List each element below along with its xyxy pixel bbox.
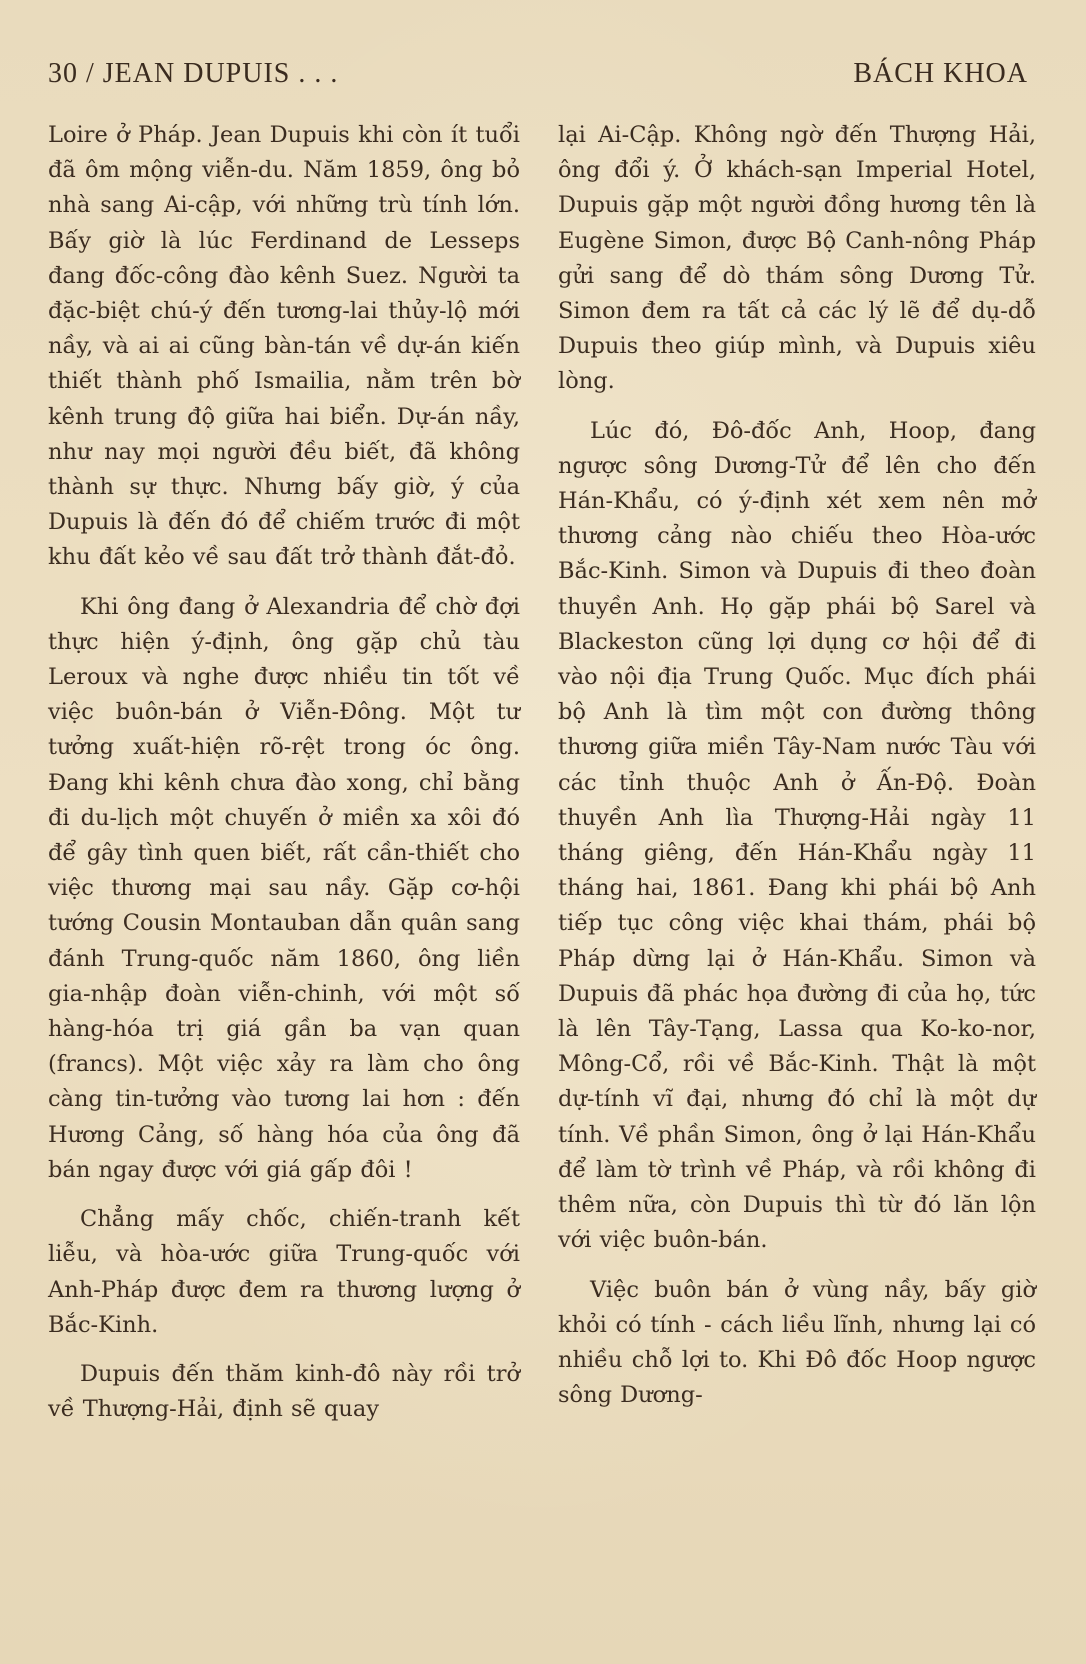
paragraph: Loire ở Pháp. Jean Dupuis khi còn ít tuổi đã ôm mộng viễn-du. Năm 1859, ông bỏ nhà sang Ai-cập, với những trù tính lớn. Bấy giờ là lúc Ferdinand de Lesseps đang đốc-công đào kênh Suez. Người ta đặc-biệt chú-ý đến tương-lai thủy-lộ mới nầy, và ai ai cũng bàn-tán về dự-án kiến thiết thành phố Ismailia, nằm trên bờ kênh trung độ giữa hai biển. Dự-án nầy, như nay mọi người đều biết, đã không thành sự thực. Nhưng bấy giờ, ý của Dupuis là đến đó để chiếm trước đi một khu đất kẻo về sau đất trở thành đắt-đỏ.: [48, 122, 520, 571]
paragraph: Lúc đó, Đô-đốc Anh, Hoop, đang ngược sông Dương-Tử để lên cho đến Hán-Khẩu, có ý-định xét xem nên mở thương cảng nào chiếu theo Hòa-ước Bắc-Kinh. Simon và Dupuis đi theo đoàn thuyền Anh. Họ gặp phái bộ Sarel và Blackeston cũng lợi dụng cơ hội để đi vào nội địa Trung Quốc. Mục đích phái bộ Anh là tìm một con đường thông thương giữa miền Tây-Nam nước Tàu với các tỉnh thuộc Anh ở Ấn-Độ. Đoàn thuyền Anh lìa Thượng-Hải ngày 11 tháng giêng, đến Hán-Khẩu ngày 11 tháng hai, 1861. Đang khi phái bộ Anh tiếp tục công việc khai thám, phái bộ Pháp dừng lại ở Hán-Khẩu. Simon và Dupuis đã phác họa đường đi của họ, tức là lên Tây-Tạng, Lassa qua Ko-ko-nor, Mông-Cổ, rồi về Bắc-Kinh. Thật là một dự-tính vĩ đại, nhưng đó chỉ là một dự tính. Về phần Simon, ông ở lại Hán-Khẩu để làm tờ trình về Pháp, và rồi không đi thêm nữa, còn Dupuis thì từ đó lăn lộn với việc buôn-bán.: [558, 417, 1036, 1254]
paragraph: Khi ông đang ở Alexandria để chờ đợi thực hiện ý-định, ông gặp chủ tàu Leroux và nghe được nhiều tin tốt về việc buôn-bán ở Viễn-Đông. Một tư tưởng xuất-hiện rõ-rệt trong óc ông. Đang khi kênh chưa đào xong, chỉ bằng đi du-lịch một chuyến ở miền xa xôi đó để gây tình quen biết, rất cần-thiết cho việc thương mại sau nầy. Gặp cơ-hội tướng Cousin Montauban dẫn quân sang đánh Trung-quốc năm 1860, ông liền gia-nhập đoàn viễn-chinh, với một số hàng-hóa trị giá gần ba vạn quan (francs). Một việc xảy ra làm cho ông càng tin-tưởng vào tương lai hơn : đến Hương Cảng, số hàng hóa của ông đã bán ngay được với giá gấp đôi !: [48, 593, 520, 1183]
paragraph: Chẳng mấy chốc, chiến-tranh kết liễu, và hòa-ước giữa Trung-quốc với Anh-Pháp được đem ra thương lượng ở Bắc-Kinh.: [48, 1206, 520, 1338]
paragraph: Việc buôn bán ở vùng nầy, bấy giờ khỏi có tính - cách liều lĩnh, nhưng lại có nhiều chỗ lợi to. Khi Đô đốc Hoop ngược sông Dương-: [558, 1276, 1036, 1409]
paragraph: Dupuis đến thăm kinh-đô này rồi trở về Thượng-Hải, định sẽ quay: [48, 1360, 520, 1423]
page-number-and-title: 30 / JEAN DUPUIS . . .: [48, 58, 339, 89]
publication-name: BÁCH KHOA: [853, 58, 1028, 89]
left-column: [48, 118, 520, 1441]
paragraph: lại Ai-Cập. Không ngờ đến Thượng Hải, ông đổi ý. Ở khách-sạn Imperial Hotel, Dupuis gặp một người đồng hương tên là Eugène Simon, được Bộ Canh-nông Pháp gửi sang để dò thám sông Dương Tử. Simon đem ra tất cả các lý lẽ để dụ-dỗ Dupuis theo giúp mình, và Dupuis xiêu lòng.: [558, 122, 1036, 395]
right-column: [558, 118, 1036, 1427]
running-header: [48, 58, 1038, 94]
